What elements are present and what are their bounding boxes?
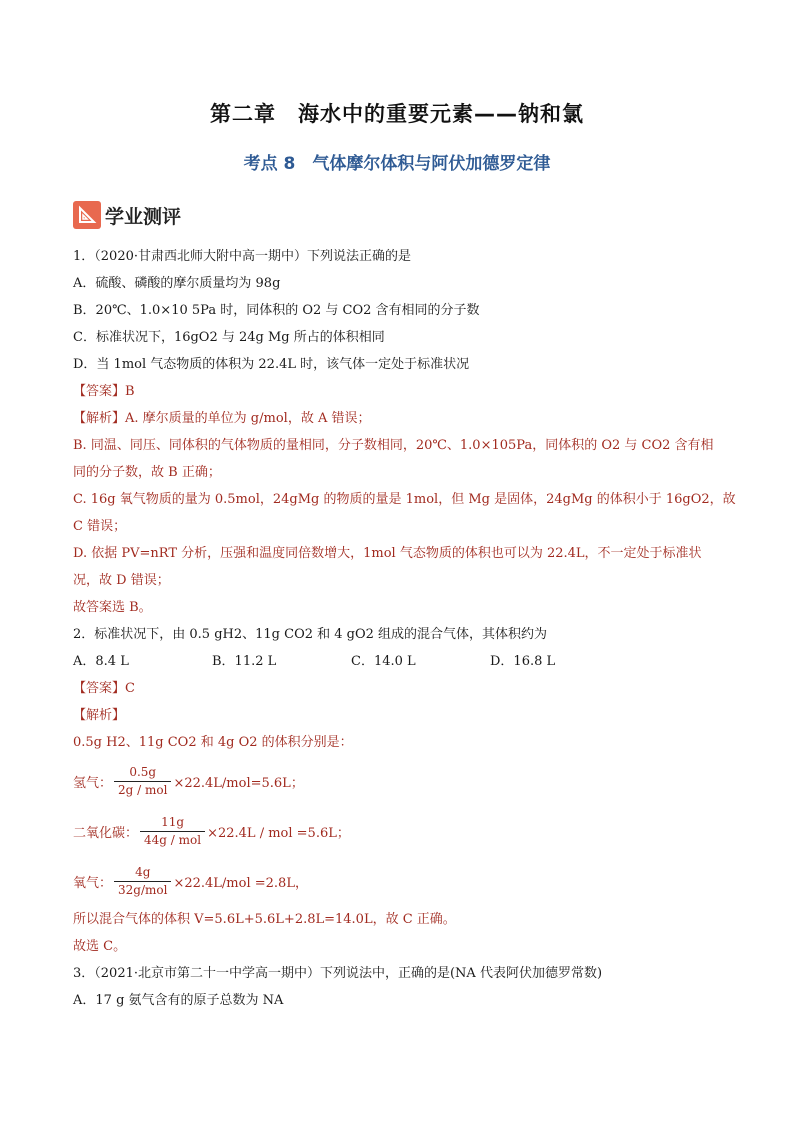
q2-stem: 2．标准状况下，由 0.5 gH2、11g CO2 和 4 gO2 组成的混合气体，其体积约为 <box>73 627 548 642</box>
q1-stem: 1．（2020·甘肃西北师大附中高一期中）下列说法正确的是 <box>73 249 411 264</box>
q1-analysis-d2: 况，故 D 错误； <box>73 573 170 588</box>
q2-h2-fraction <box>114 764 171 799</box>
triangle-ruler-icon <box>73 201 101 229</box>
q1-option-a: A．硫酸、磷酸的摩尔质量均为 98g <box>73 276 281 291</box>
q2-h2-result: ×22.4L/mol=5.6L； <box>173 775 304 791</box>
q1-option-d: D．当 1mol 气态物质的体积为 22.4L 时，该气体一定处于标准状况 <box>73 357 470 372</box>
q2-o2-numerator: 4g <box>135 864 151 879</box>
q1-analysis-a <box>73 405 733 432</box>
q2-h2-denominator: 2g / mol <box>114 781 171 799</box>
q2-co2-result: ×22.4L / mol =5.6L； <box>207 825 350 841</box>
q1-option-c: C．标准状况下，16gO2 与 24g Mg 所占的体积相同 <box>73 330 385 345</box>
q2-o2-calc <box>73 856 733 906</box>
q1-answer-value: B <box>125 384 135 399</box>
q2-h2-label: 氢气： <box>73 775 113 791</box>
q2-co2-denominator: 44g / mol <box>140 831 205 849</box>
q2-o2-denominator: 32g/mol <box>114 881 171 899</box>
q1-analysis-c1: C. 16g 氧气物质的量为 0.5mol，24gMg 的物质的量是 1mol，但 Mg 是固体，24gMg 的体积小于 16gO2，故 <box>73 492 736 507</box>
chapter-title: 第二章 海水中的重要元素——钠和氯 <box>210 102 584 126</box>
q3-stem: 3．（2021·北京市第二十一中学高一期中）下列说法中，正确的是(NA 代表阿伏加德罗常数) <box>73 966 603 981</box>
question-content <box>73 243 736 1014</box>
q1-option-b: B．20℃、1.0×10 5Pa 时，同体积的 O2 与 CO2 含有相同的分子数 <box>73 303 480 318</box>
q2-option-d: D．16.8 L <box>490 654 556 669</box>
q2-sum: 所以混合气体的体积 V=5.6L+5.6L+2.8L=14.0L，故 C 正确。 <box>73 912 456 927</box>
q1-analysis-b1: B. 同温、同压、同体积的气体物质的量相同，分子数相同，20℃、1.0×105Pa，同体积的 O2 与 CO2 含有相 <box>73 438 714 453</box>
q2-answer-label: 【答案】 <box>73 681 126 696</box>
q2-h2-numerator: 0.5g <box>129 764 157 779</box>
q1-analysis-c2: C 错误； <box>73 519 127 534</box>
q2-co2-fraction <box>140 814 205 849</box>
q2-answer-value: C <box>125 681 135 696</box>
q2-co2-calc <box>73 806 733 856</box>
q2-co2-label: 二氧化碳： <box>73 825 139 841</box>
q2-o2-fraction <box>114 864 171 899</box>
q2-intro: 0.5g H2、11g CO2 和 4g O2 的体积分别是： <box>73 735 353 750</box>
q2-co2-numerator: 11g <box>161 814 185 829</box>
q1-analysis-label: 【解析】 <box>73 411 126 426</box>
topic-title: 考点 8 气体摩尔体积与阿伏加德罗定律 <box>243 154 551 174</box>
q1-analysis-b2: 同的分子数，故 B 正确； <box>73 465 221 480</box>
q2-option-c: C．14.0 L <box>351 654 416 669</box>
q2-conclusion: 故选 C。 <box>73 939 127 954</box>
q2-options <box>73 648 733 675</box>
section-badge <box>73 200 181 230</box>
q1-answer-label: 【答案】 <box>73 384 126 399</box>
q2-h2-calc <box>73 756 733 806</box>
q1-conclusion: 故答案选 B。 <box>73 600 152 615</box>
q3-option-a: A．17 g 氨气含有的原子总数为 NA <box>73 993 284 1008</box>
q2-o2-result: ×22.4L/mol =2.8L， <box>173 875 308 891</box>
q1-analysis-d1: D. 依据 PV=nRT 分析，压强和温度同倍数增大，1mol 气态物质的体积也可以为 22.4L，不一定处于标准状 <box>73 546 702 561</box>
section-title: 学业测评 <box>105 205 182 228</box>
q2-option-a: A．8.4 L <box>73 654 129 669</box>
q1-answer <box>73 378 733 405</box>
q1-analysis-a-text: A. 摩尔质量的单位为 g/mol，故 A 错误； <box>125 411 371 426</box>
q2-o2-label: 氧气： <box>73 875 113 891</box>
q2-answer <box>73 675 733 702</box>
q2-analysis-label: 【解析】 <box>73 708 126 723</box>
q2-option-b: B．11.2 L <box>212 654 277 669</box>
